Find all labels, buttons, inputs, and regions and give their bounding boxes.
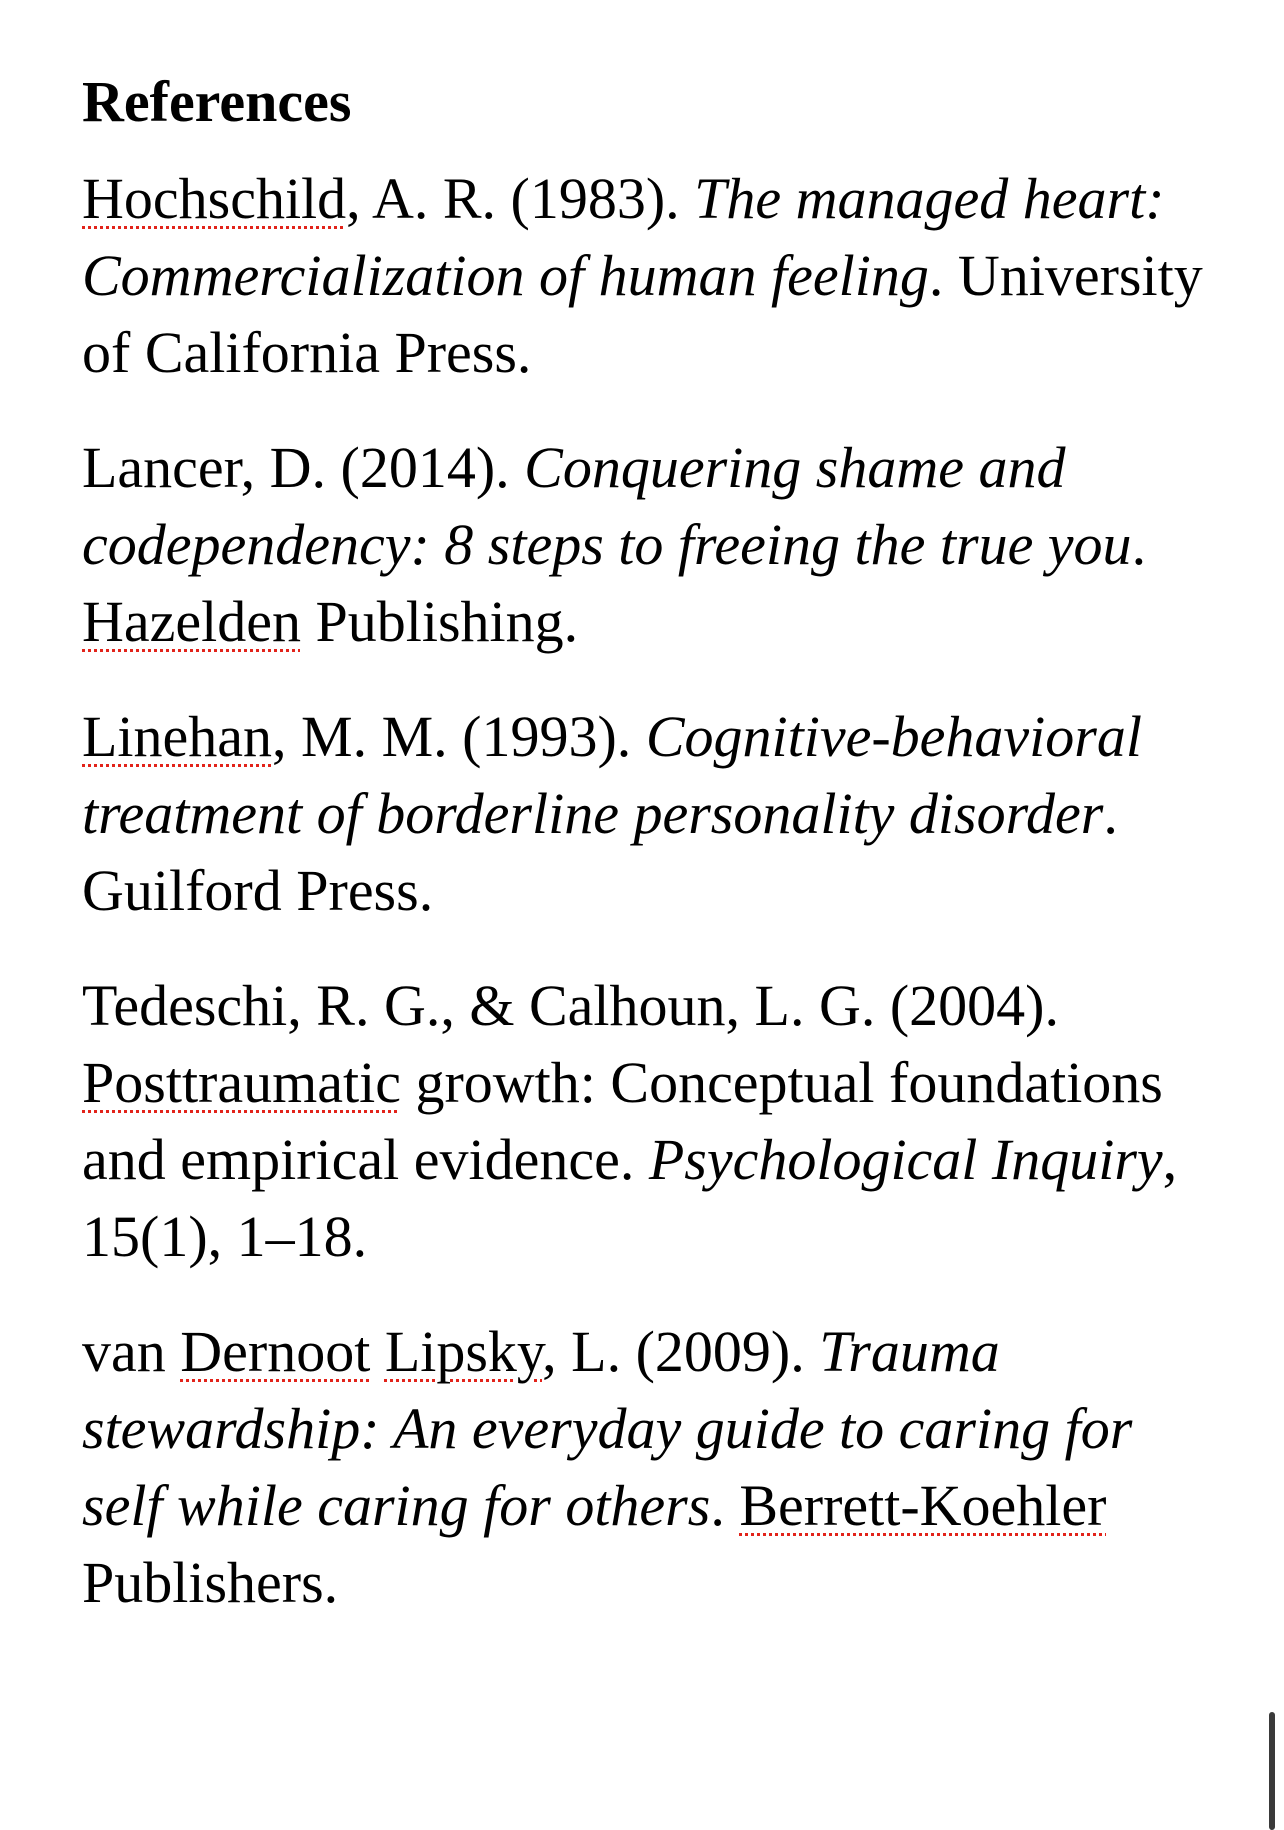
publisher: Publishers. [82,1550,339,1615]
authors-year: , A. R. (1983). [346,166,695,231]
punctuation: . [1131,512,1147,577]
misspelled-word[interactable]: Hazelden [82,589,301,654]
misspelled-word[interactable]: Lipsky [384,1319,543,1384]
reference-linehan[interactable] [82,698,1212,929]
misspelled-word[interactable]: Linehan [82,704,273,769]
reference-lancer[interactable] [82,429,1212,660]
publisher: Publishing. [300,589,579,654]
punctuation: . [710,1473,740,1538]
references-heading: References [82,69,352,134]
authors-year: , M. M. (1993). [272,704,646,769]
misspelled-word[interactable]: Hochschild [82,166,347,231]
book-title: Conquering shame and codependency: 8 steps to freeing the true you [82,435,1132,577]
book-title: Trauma stewardship: An everyday guide to caring for self while caring for others [82,1319,1133,1538]
authors-year: Tedeschi, R. G., & Calhoun, L. G. (2004). [82,973,1059,1038]
misspelled-word[interactable]: Berrett-Koehler [739,1473,1107,1538]
misspelled-word[interactable]: Posttraumatic [82,1050,401,1115]
publisher: . Guilford Press. [82,781,1118,923]
reference-van-dernoot-lipsky[interactable] [82,1313,1212,1621]
volume-pages: , 15(1), 1–18. [82,1127,1178,1269]
article-title: growth: Conceptual foundations and empirical evidence. [82,1050,1163,1192]
author-prefix: van [82,1319,181,1384]
vertical-scrollbar[interactable] [1269,1712,1275,1830]
publisher: . University of California Press. [82,243,1203,385]
misspelled-word[interactable]: Dernoot [180,1319,371,1384]
authors-year: , L. (2009). [542,1319,820,1384]
space [370,1319,385,1384]
reference-hochschild[interactable] [82,160,1212,391]
authors-year: Lancer, D. (2014). [82,435,525,500]
book-title: Cognitive-behavioral treatment of borderline personality disorder [82,704,1142,846]
book-title: The managed heart: Commercialization of human feeling [82,166,1165,308]
journal-name: Psychological Inquiry [648,1127,1163,1192]
reference-tedeschi[interactable] [82,967,1212,1275]
document-page [82,62,1212,1659]
